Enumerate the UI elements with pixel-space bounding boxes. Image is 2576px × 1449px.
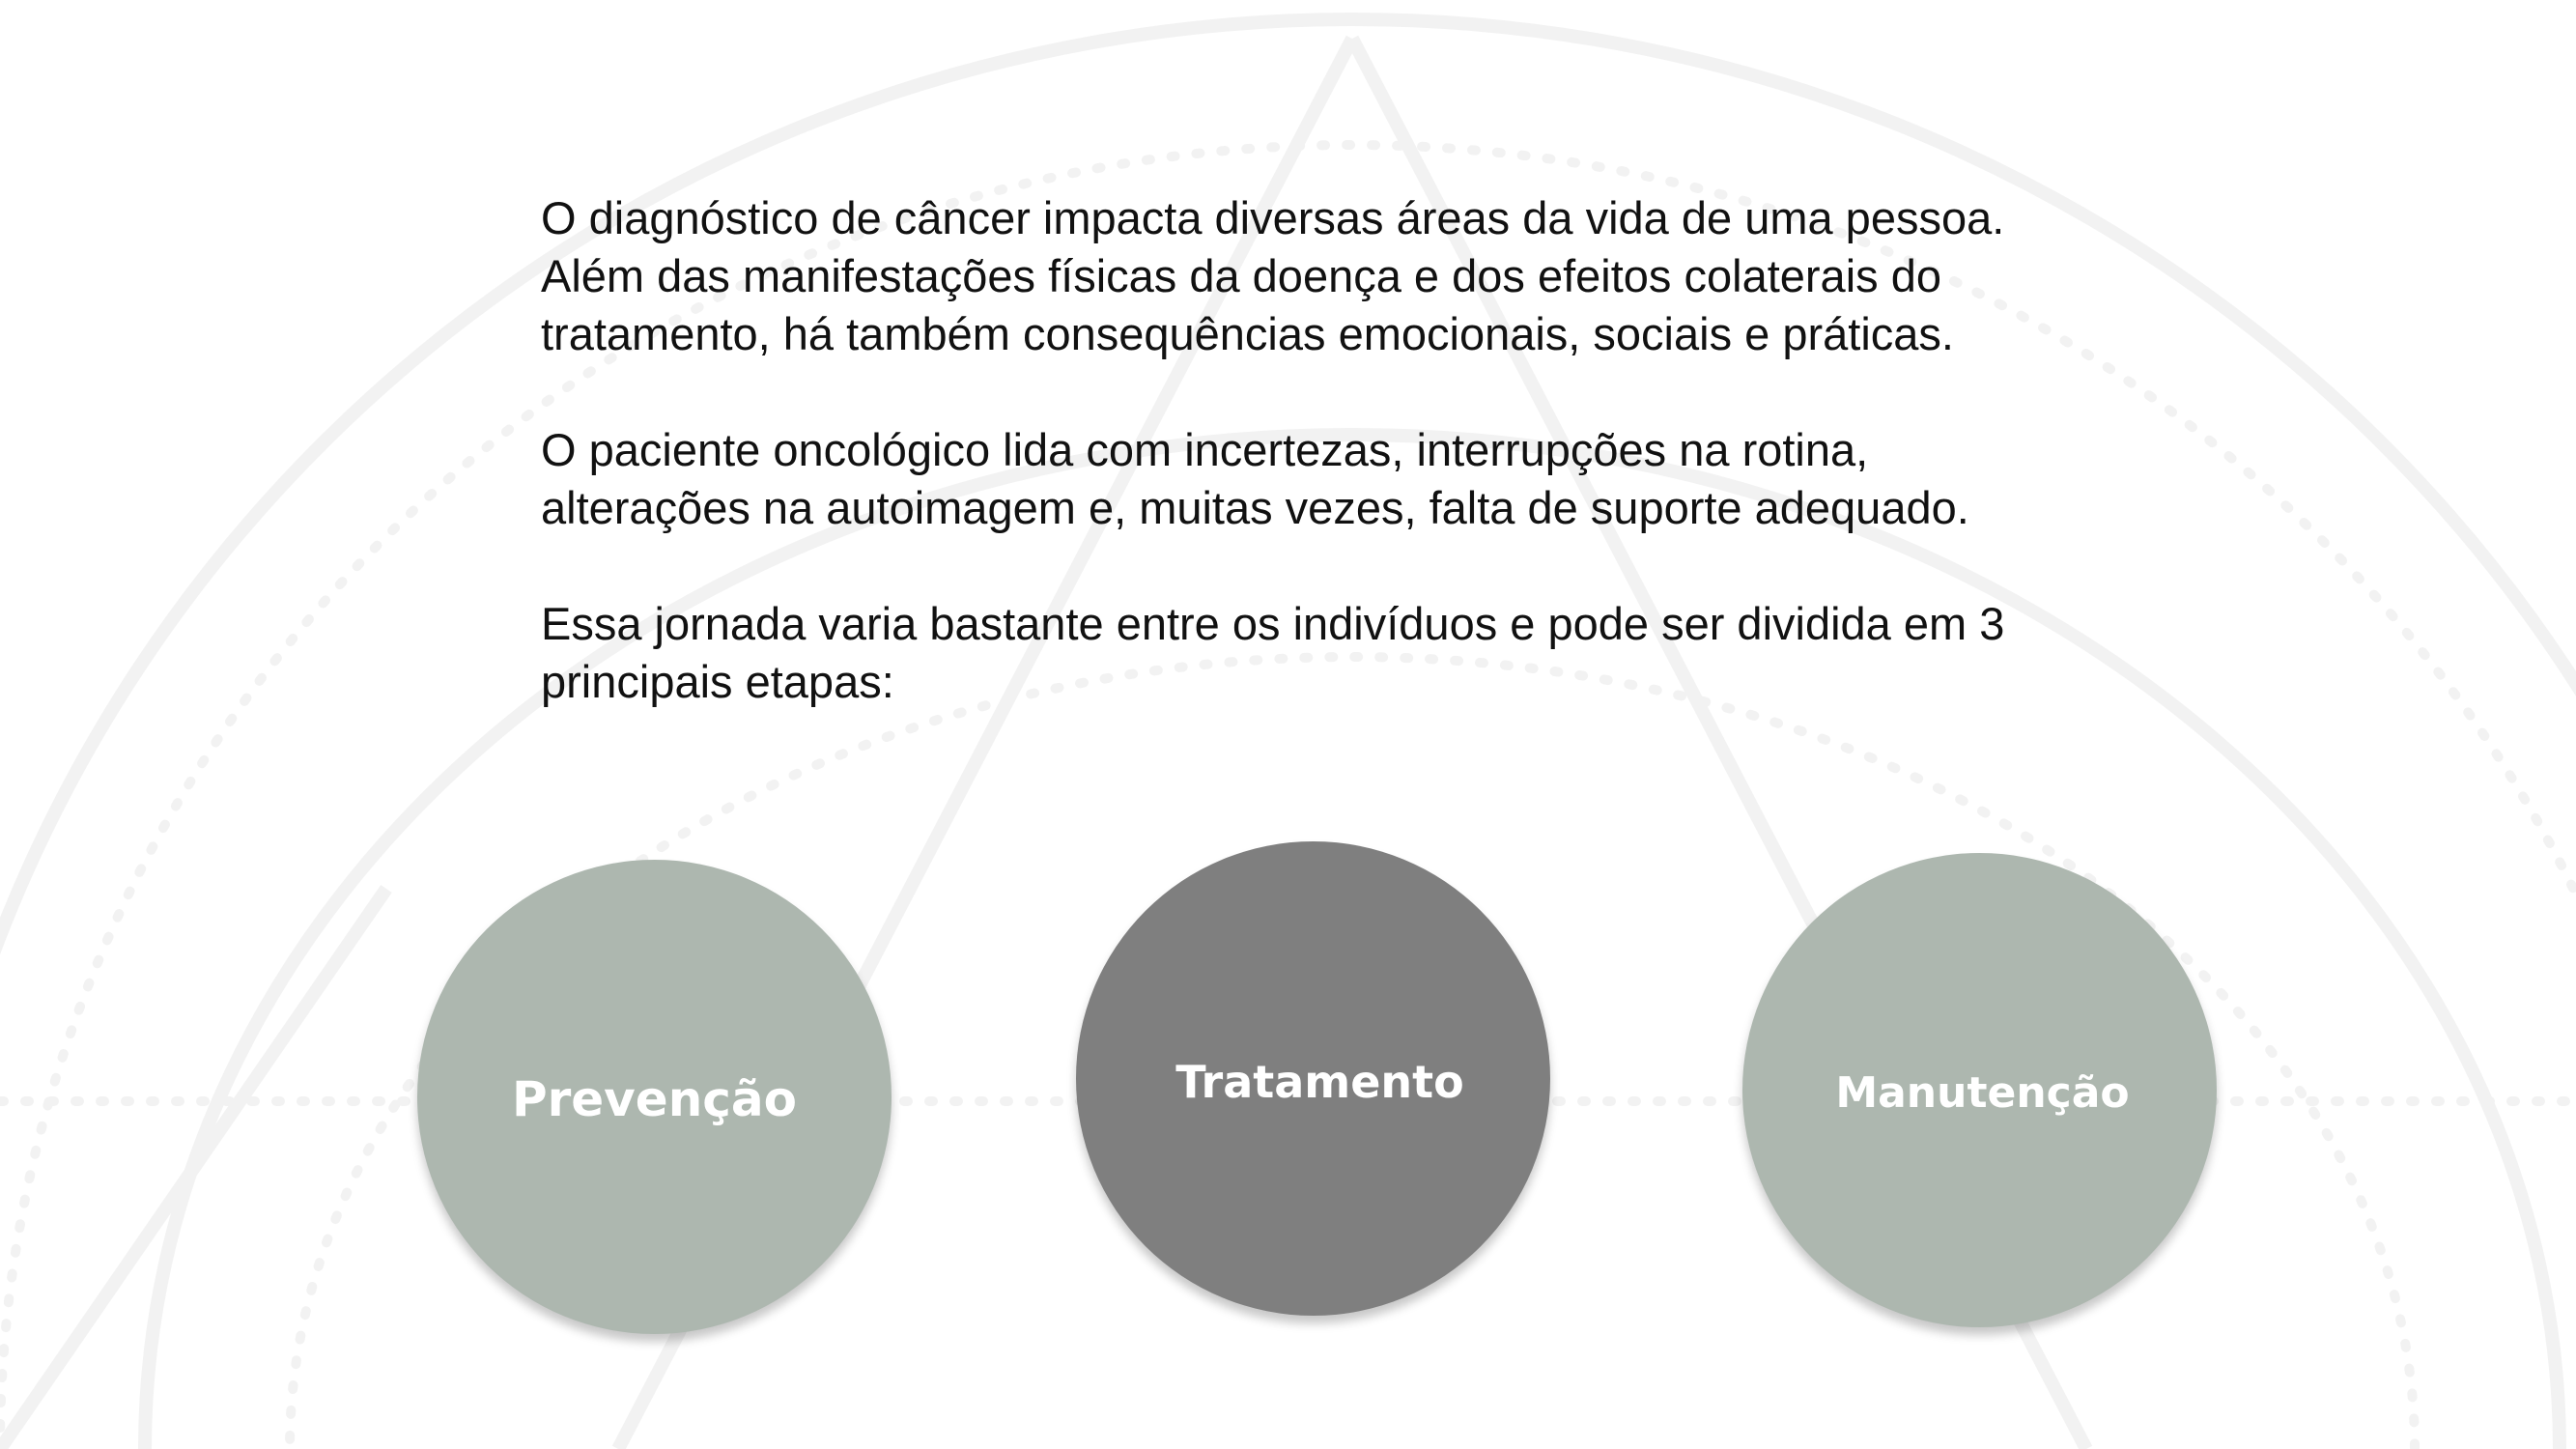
body-text [541, 189, 2164, 711]
text-line: principais etapas: [541, 656, 894, 707]
text-line: alterações na autoimagem e, muitas vezes, falta de suporte adequado. [541, 482, 1969, 533]
paragraph-diagnosis [541, 189, 2164, 363]
text-line: Essa jornada varia bastante entre os indivíduos e pode ser dividida em 3 [541, 598, 2005, 649]
stage-label: Prevenção [511, 1070, 798, 1127]
stage-circle-prevencao [417, 860, 892, 1334]
stage-label: Manutenção [1835, 1068, 2130, 1118]
text-line: Além das manifestações físicas da doença e dos efeitos colaterais do [541, 250, 1941, 301]
text-line: tratamento, há também consequências emocionais, sociais e práticas. [541, 308, 1954, 359]
paragraph-patient [541, 421, 2164, 537]
text-line: O paciente oncológico lida com incertezas, interrupções na rotina, [541, 424, 1869, 475]
paragraph-journey [541, 595, 2164, 711]
stage-circle-manutencao [1742, 853, 2217, 1327]
stage-label: Tratamento [1175, 1055, 1464, 1108]
text-line: O diagnóstico de câncer impacta diversas áreas da vida de uma pessoa. [541, 192, 2005, 243]
stage-circle-tratamento [1076, 841, 1550, 1316]
